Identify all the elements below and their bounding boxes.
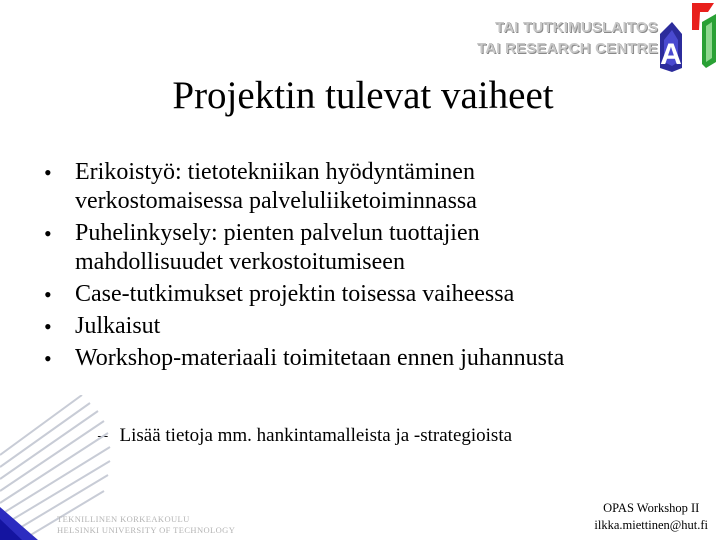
bullet-item [44,219,684,277]
bullet-list [44,158,684,376]
sub-bullet-dash: – [98,425,108,446]
bullet-text-line: Julkaisut [75,313,161,339]
bullet-text-line: Case-tutkimukset projektin toisessa vaiheessa [75,281,515,307]
footer-info [594,500,708,534]
hut-name-en: HELSINKI UNIVERSITY OF TECHNOLOGY [57,525,236,535]
bullet-glyph: • [44,282,52,307]
bullet-text-line: verkostomaisessa palveluliiketoiminnassa [75,188,477,214]
hut-name [57,514,235,536]
tai-header-line2: TAI RESEARCH CENTRE [476,40,658,57]
bullet-text-line: Puhelinkysely: pienten palvelun tuottajien [75,220,480,246]
bullet-glyph: • [44,221,52,246]
hut-name-fi: TEKNILLINEN KORKEAKOULU [57,514,190,524]
tai-header-line1: TAI TUTKIMUSLAITOS [494,19,658,36]
bullet-text-line: Erikoistyö: tietotekniikan hyödyntäminen [75,159,475,185]
svg-text:A: A [660,38,682,71]
bullet-item [44,280,684,309]
footer-email: ilkka.miettinen@hut.fi [594,518,708,532]
footer-event: OPAS Workshop II [603,501,700,515]
tai-header [477,17,658,59]
bullet-glyph: • [44,346,52,371]
bullet-item [44,158,684,216]
bullet-text-line: Workshop-materiaali toimitetaan ennen juhannusta [75,345,565,371]
bullet-item [44,344,684,373]
bullet-text-line: mahdollisuudet verkostoitumiseen [75,249,405,275]
bullet-glyph: • [44,160,52,185]
sub-bullet [98,424,512,448]
bullet-item [44,312,684,341]
sub-bullet-text: Lisää tietoja mm. hankintamalleista ja -strategioista [119,425,513,446]
tai-logo-icon [658,0,720,74]
bullet-glyph: • [44,314,52,339]
slide-title: Projektin tulevat vaiheet [172,74,554,117]
